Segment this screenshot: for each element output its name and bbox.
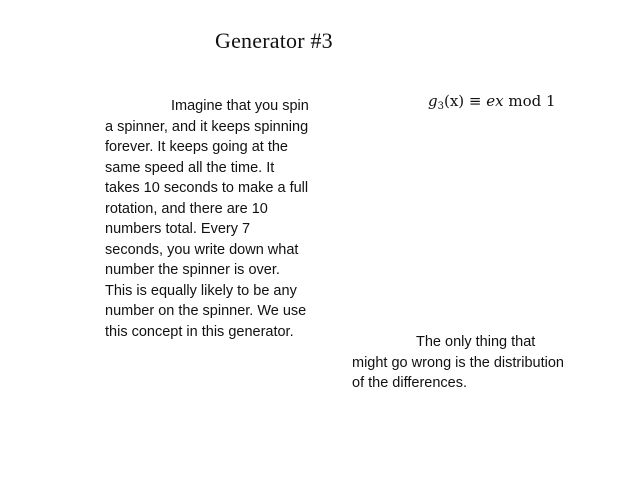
formula-rhs-mod: mod 1 [503, 92, 556, 110]
formula-equiv: ≡ [464, 92, 487, 110]
text-line: rotation, and there are 10 [105, 200, 268, 217]
text-line: Imagine that you spin [171, 98, 309, 114]
text-line: number on the spinner. We use [105, 303, 307, 319]
text-line: of the differences. [352, 375, 468, 391]
spinner-explanation [105, 96, 320, 342]
text-line: same speed all the time. It [105, 159, 275, 176]
distribution-note [352, 332, 592, 394]
text-line: takes 10 seconds to make a full [105, 180, 309, 196]
text-line: This is equally likely to be any [105, 282, 297, 299]
text-line: this concept in this generator. [105, 323, 294, 340]
formula-rhs-variable: ex [486, 92, 504, 110]
text-line: forever. It keeps going at the [105, 139, 288, 155]
formula-function: g [428, 92, 438, 110]
slide-title: Generator #3 [215, 28, 333, 53]
formula-argument: (x) [443, 92, 465, 110]
text-line: seconds, you write down what [105, 241, 299, 258]
formula-subscript: 3 [437, 101, 444, 112]
text-line: The only thing that [416, 334, 536, 350]
text-line: a spinner, and it keeps spinning [105, 118, 309, 135]
text-line: numbers total. Every 7 [105, 221, 251, 237]
text-line: number the spinner is over. [105, 262, 280, 278]
text-line: might go wrong is the distribution [352, 354, 564, 371]
generator-formula [428, 92, 556, 112]
